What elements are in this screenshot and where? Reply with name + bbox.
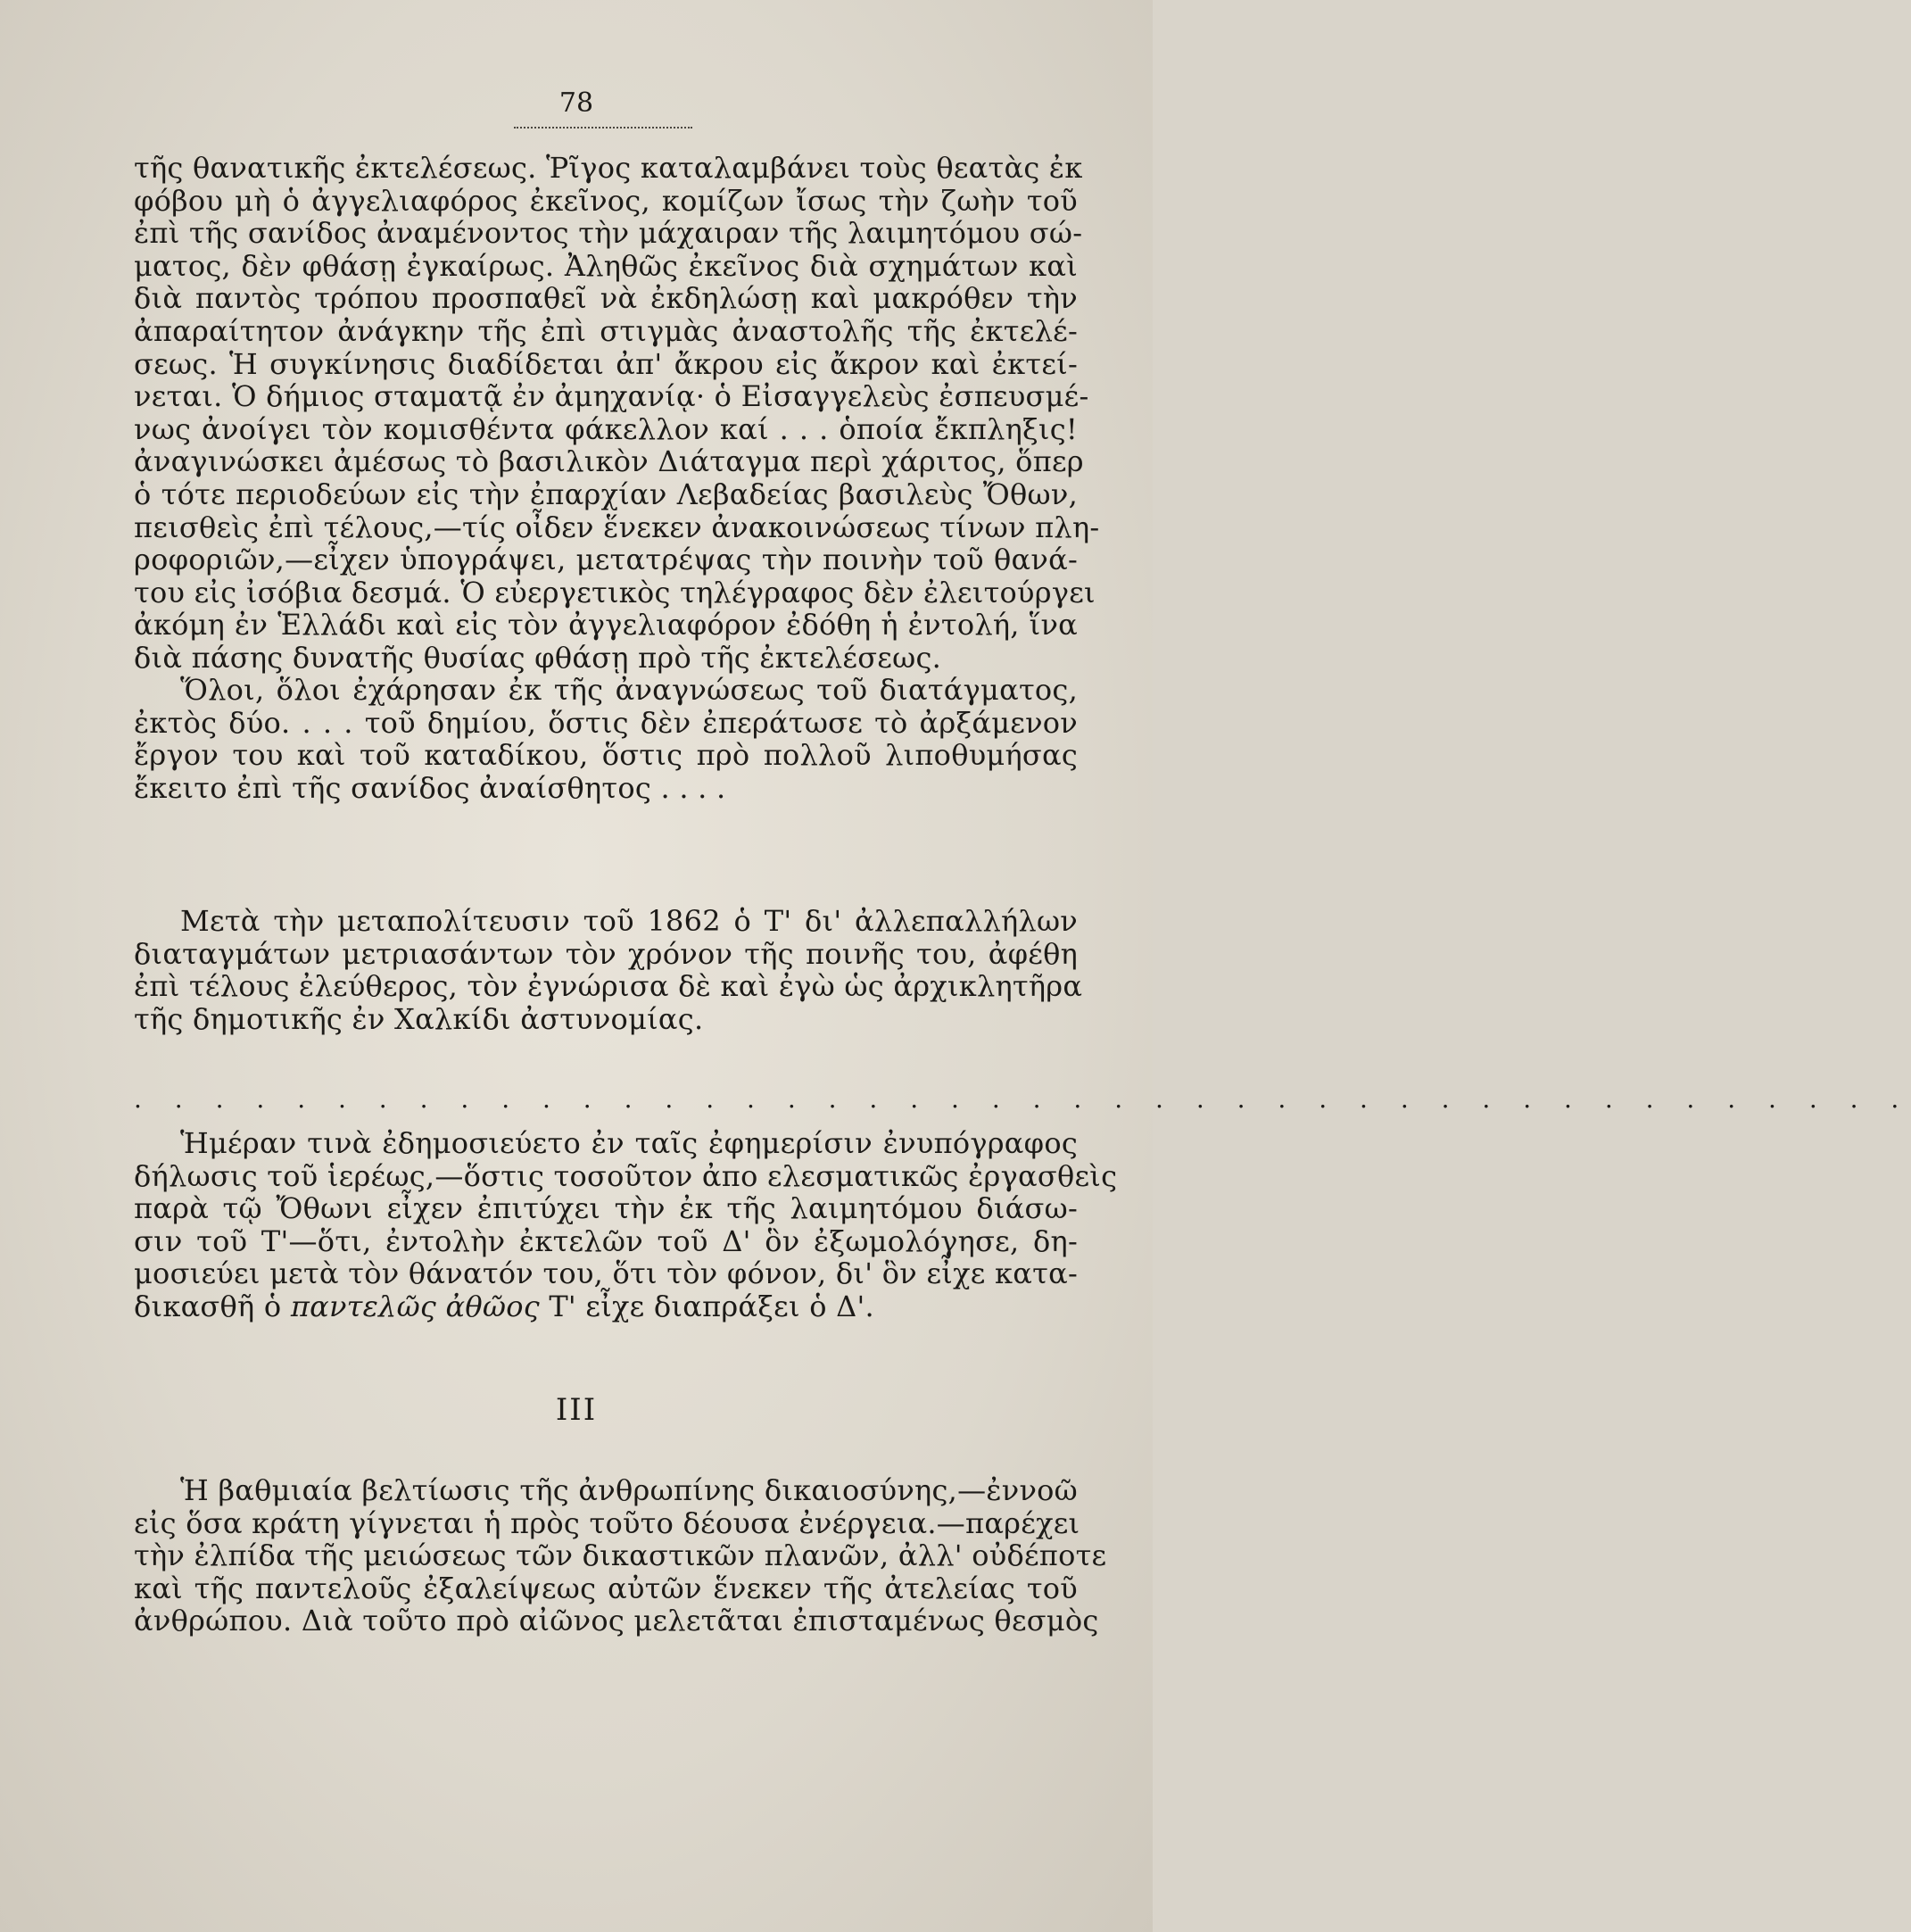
text-line: ἀνθρώπου. Διὰ τοῦτο πρὸ αἰῶνος μελετᾶται ἐπισταμένως θεσμὸς	[134, 1604, 1099, 1638]
text-line: ἔργον του καὶ τοῦ καταδίκου, ὅστις πρὸ πολλοῦ λιποθυμήσας	[134, 738, 1078, 773]
text-line: ἐπὶ τῆς σανίδος ἀναμένοντος τὴν μάχαιραν τῆς λαιμητόμου σώ-	[134, 216, 1083, 251]
page-number-rule	[514, 127, 692, 129]
text-line: του εἰς ἰσόβια δεσμά. Ὁ εὐεργετικὸς τηλέγραφος δὲν ἐλειτούργει	[134, 575, 1096, 609]
text-line: ματος, δὲν φθάσῃ ἐγκαίρως. Ἀληθῶς ἐκεῖνος διὰ σχημάτων καὶ	[134, 248, 1078, 283]
page-number: 78	[558, 87, 594, 119]
text-line: διαταγμάτων μετριασάντων τὸν χρόνον τῆς ποινῆς του, ἀφέθη	[134, 936, 1078, 971]
text-line: τὴν ἐλπίδα τῆς μειώσεως τῶν δικαστικῶν πλανῶν, ἀλλ' οὐδέποτε	[134, 1538, 1107, 1573]
text-line: ἐπὶ τέλους ἐλεύθερος, τὸν ἐγνώρισα δὲ καὶ ἐγὼ ὡς ἀρχικλητῆρα	[134, 969, 1083, 1004]
text-line: ἔκειτο ἐπὶ τῆς σανίδος ἀναίσθητος . . . .	[134, 770, 726, 805]
dotted-separator: . . . . . . . . . . . . . . . . . . . . . . . . . . . . . . . . . . . . . . . . . . . .	[134, 1084, 1911, 1114]
text-line: σιν τοῦ Τ'—ὅτι, ἐντολὴν ἐκτελῶν τοῦ Δ' ὃν ἐξωμολόγησε, δη-	[134, 1223, 1078, 1258]
text-line: τῆς θανατικῆς ἐκτελέσεως. Ῥῖγος καταλαμβάνει τοὺς θεατὰς ἐκ	[134, 151, 1083, 185]
text-line: Ἡ βαθμιαία βελτίωσις τῆς ἀνθρωπίνης δικαιοσύνης,—ἐννοῶ	[180, 1473, 1078, 1507]
text-line: ροφοριῶν,—εἶχεν ὑπογράψει, μετατρέψας τὴν ποινὴν τοῦ θανά-	[134, 543, 1078, 577]
text-line: σεως. Ἡ συγκίνησις διαδίδεται ἀπ' ἄκρου εἰς ἄκρον καὶ ἐκτεί-	[134, 346, 1078, 381]
text-line: νεται. Ὁ δήμιος σταματᾷ ἐν ἀμηχανίᾳ· ὁ Εἰσαγγελεὺς ἐσπευσμέ-	[134, 379, 1089, 414]
text-line: παρὰ τῷ Ὄθωνι εἶχεν ἐπιτύχει τὴν ἐκ τῆς λαιμητόμου διάσω-	[134, 1191, 1078, 1226]
text-line: ὁ τότε περιοδεύων εἰς τὴν ἐπαρχίαν Λεβαδείας βασιλεὺς Ὄθων,	[134, 477, 1078, 511]
text-line: ἀπαραίτητον ἀνάγκην τῆς ἐπὶ στιγμὰς ἀναστολῆς τῆς ἐκτελέ-	[134, 313, 1078, 348]
text-line: Ἡμέραν τινὰ ἐδημοσιεύετο ἐν ταῖς ἐφημερίσιν ἐνυπόγραφος	[180, 1126, 1078, 1160]
text-line: νως ἀνοίγει τὸν κομισθέντα φάκελλον καί . . . ὁποία ἔκπληξις!	[134, 411, 1078, 446]
text-line: μοσιεύει μετὰ τὸν θάνατόν του, ὅτι τὸν φόνον, δι' ὃν εἶχε κατα-	[134, 1256, 1078, 1291]
text-line: τῆς δημοτικῆς ἐν Χαλκίδι ἀστυνομίας.	[134, 1001, 704, 1036]
paragraph-3	[134, 904, 1083, 1036]
paragraph-2	[134, 674, 1078, 804]
text-line: ἐκτὸς δύο. . . . τοῦ δημίου, ὅστις δὲν ἐπεράτωσε τὸ ἀρξάμενον	[134, 705, 1078, 740]
text-line: διὰ παντὸς τρόπου προσπαθεῖ νὰ ἐκδηλώσῃ καὶ μακρόθεν τὴν	[134, 281, 1078, 316]
text-line: καὶ τῆς παντελοῦς ἐξαλείψεως αὐτῶν ἕνεκεν τῆς ἀτελείας τοῦ	[134, 1571, 1078, 1605]
text-line: Ὅλοι, ὅλοι ἐχάρησαν ἐκ τῆς ἀναγνώσεως τοῦ διατάγματος,	[180, 673, 1078, 707]
emphasis-text: παντελῶς ἀθῶος	[290, 1289, 540, 1323]
text-line-with-emphasis	[134, 1290, 1078, 1323]
text-fragment: δικασθῆ ὁ	[134, 1289, 291, 1323]
paragraph-4	[134, 1126, 1118, 1323]
text-line: Μετὰ τὴν μεταπολίτευσιν τοῦ 1862 ὁ Τ' δι' ἀλλεπαλλήλων	[180, 904, 1078, 938]
paragraph-5	[134, 1473, 1107, 1638]
text-fragment: Τ' εἶχε διαπράξει ὁ Δ'.	[539, 1289, 874, 1323]
text-line: εἰς ὅσα κράτη γίγνεται ἡ πρὸς τοῦτο δέουσα ἐνέργεια.—παρέχει	[134, 1505, 1080, 1540]
text-line: διὰ πάσης δυνατῆς θυσίας φθάσῃ πρὸ τῆς ἐκτελέσεως.	[134, 640, 942, 675]
text-line: ἀναγινώσκει ἀμέσως τὸ βασιλικὸν Διάταγμα περὶ χάριτος, ὅπερ	[134, 444, 1084, 479]
text-line: πεισθεὶς ἐπὶ τέλους,—τίς οἶδεν ἕνεκεν ἀνακοινώσεως τίνων πλη-	[134, 510, 1100, 544]
text-line: φόβου μὴ ὁ ἀγγελιαφόρος ἐκεῖνος, κομίζων ἴσως τὴν ζωὴν τοῦ	[134, 183, 1078, 218]
paragraph-1	[134, 151, 1100, 675]
section-heading: III	[555, 1392, 598, 1428]
text-line: ἀκόμη ἐν Ἑλλάδι καὶ εἰς τὸν ἀγγελιαφόρον ἐδόθη ἡ ἐντολή, ἵνα	[134, 608, 1078, 643]
text-line: δήλωσις τοῦ ἱερέως,—ὅστις τοσοῦτον ἀπο ελεσματικῶς ἐργασθεὶς	[134, 1158, 1118, 1193]
